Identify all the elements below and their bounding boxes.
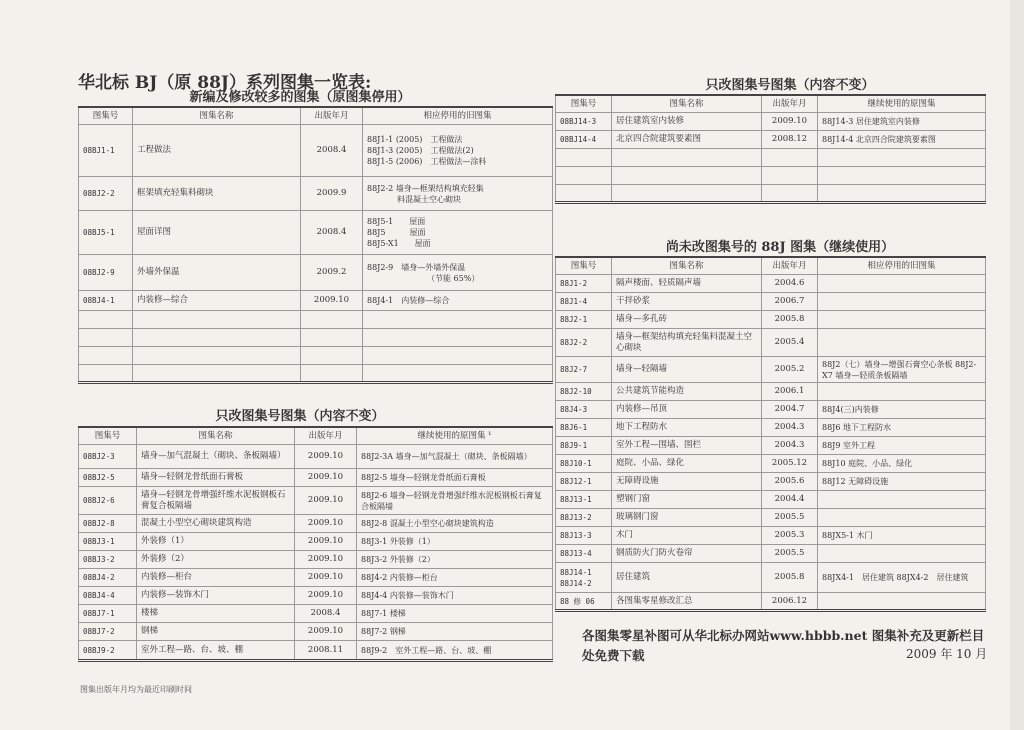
- table-row: [79, 211, 553, 255]
- date-cell: 2006.12: [762, 593, 818, 611]
- name-cell: 居住建筑室内装修: [612, 113, 762, 131]
- date-cell: 2009.10: [295, 445, 357, 469]
- name-cell: 外装修（1）: [137, 533, 295, 551]
- t2-header-date: 出版年月: [295, 427, 357, 445]
- code-cell: 08BJ2-3: [79, 445, 137, 469]
- date-cell: 2009.10: [762, 113, 818, 131]
- old-cell: 88J4-2 内装修—柜台: [357, 569, 553, 587]
- date-cell: 2009.10: [295, 569, 357, 587]
- t3-header-code: 图集号: [556, 95, 612, 113]
- table-row: [556, 311, 986, 329]
- code-cell: 08BJ4-4: [79, 587, 137, 605]
- date-cell: 2009.10: [295, 487, 357, 515]
- name-cell: 外装修（2）: [137, 551, 295, 569]
- empty-row: [79, 329, 553, 347]
- date-cell: 2008.4: [301, 125, 363, 177]
- date-cell: 2009.9: [301, 177, 363, 211]
- empty-row: [556, 167, 986, 185]
- date-cell: 2005.5: [762, 545, 818, 563]
- table-row: [556, 357, 986, 383]
- old-cell: 88J3-2 外装修（2）: [357, 551, 553, 569]
- code-cell: 08BJ3-2: [79, 551, 137, 569]
- name-cell: 公共建筑节能构造: [612, 383, 762, 401]
- old-cell: 88J7-2 钢梯: [357, 623, 553, 641]
- old-cell: 88J2-5 墙身—轻钢龙骨纸面石膏板: [357, 469, 553, 487]
- name-cell: 钢质防火门防火卷帘: [612, 545, 762, 563]
- old-cell: 88JX5-1 木门: [818, 527, 986, 545]
- code-cell: [556, 473, 612, 491]
- date-cell: 2005.5: [762, 509, 818, 527]
- table2-title: 只改图集号图集（内容不变）: [215, 409, 385, 424]
- table4-title: 尚未改图集号的 88J 图集（继续使用）: [665, 240, 895, 255]
- old-cell: [818, 593, 986, 611]
- t1-header-old: 相应停用的旧图集: [363, 107, 553, 125]
- table-row: [556, 113, 986, 131]
- name-cell: 居住建筑: [612, 563, 762, 593]
- code-line: 88J4-3: [560, 405, 588, 414]
- t1-header-date: 出版年月: [301, 107, 363, 125]
- old-cell: 88J9 室外工程: [818, 437, 986, 455]
- old-cell: 88J6 地下工程防水: [818, 419, 986, 437]
- old-cell: [363, 125, 553, 177]
- name-cell: 北京四合院建筑要素图: [612, 131, 762, 149]
- date-cell: 2009.10: [295, 515, 357, 533]
- table-row: [79, 533, 553, 551]
- old-cell: [818, 509, 986, 527]
- code-cell: 08BJ4-2: [79, 569, 137, 587]
- code-cell: [556, 527, 612, 545]
- name-cell: 室外工程—围墙、围栏: [612, 437, 762, 455]
- old-cell: [363, 291, 553, 311]
- old-cell: [818, 275, 986, 293]
- table-row: [556, 275, 986, 293]
- old-cell: 88J2-3A 墙身—加气混凝土（砌块、条板隔墙）: [357, 445, 553, 469]
- code-cell: 08BJ2-6: [79, 487, 137, 515]
- code-line: 88J6-1: [560, 423, 588, 432]
- empty-row: [556, 149, 986, 167]
- date-cell: 2005.8: [762, 563, 818, 593]
- t3-header-old: 继续使用的原图集: [818, 95, 986, 113]
- date-cell: 2009.10: [295, 551, 357, 569]
- code-cell: 08BJ7-1: [79, 605, 137, 623]
- empty-row: [556, 185, 986, 203]
- code-line: 88J2-2: [560, 338, 588, 347]
- old-cell: 88J14-3 居住建筑室内装修: [818, 113, 986, 131]
- code-line: 88J1-2: [560, 279, 588, 288]
- code-line: 88J14-1: [560, 567, 592, 577]
- old-cell: [363, 255, 553, 291]
- old-cell: 88J2-8 混凝土小型空心砌块建筑构造: [357, 515, 553, 533]
- code-line: 88J9-1: [560, 441, 588, 450]
- old-cell: [818, 329, 986, 357]
- name-cell: 内装修—装饰木门: [137, 587, 295, 605]
- code-cell: 08BJ2-8: [79, 515, 137, 533]
- old-cell: [818, 491, 986, 509]
- table1-title: 新编及修改较多的图集（原图集停用）: [189, 90, 411, 105]
- old-line: 料混凝土空心砌块: [397, 194, 461, 204]
- table-row: [79, 623, 553, 641]
- code-cell: 08BJ1-1: [79, 125, 133, 177]
- date-cell: 2004.3: [762, 419, 818, 437]
- name-cell: 无障碍设施: [612, 473, 762, 491]
- date-cell: 2009.10: [295, 623, 357, 641]
- name-cell: 木门: [612, 527, 762, 545]
- code-cell: [556, 311, 612, 329]
- name-cell: 墙身—轻钢龙骨纸面石膏板: [137, 469, 295, 487]
- t3-header-name: 图集名称: [612, 95, 762, 113]
- code-line: 88J1-4: [560, 297, 588, 306]
- name-cell: 室外工程—路、台、坡、棚: [137, 641, 295, 661]
- t2-header-old: 继续使用的原图集 ¹: [357, 427, 553, 445]
- date-cell: 2004.4: [762, 491, 818, 509]
- table-row: [556, 509, 986, 527]
- date-cell: 2008.11: [295, 641, 357, 661]
- code-cell: 08BJ4-1: [79, 291, 133, 311]
- name-cell: 楼梯: [137, 605, 295, 623]
- name-cell: 庭院、小品、绿化: [612, 455, 762, 473]
- table-row: [79, 587, 553, 605]
- code-cell: [556, 455, 612, 473]
- name-cell: 内装修—综合: [133, 291, 301, 311]
- old-cell: 88J14-4 北京四合院建筑要素图: [818, 131, 986, 149]
- table3-title: 只改图集号图集（内容不变）: [705, 78, 875, 93]
- t4-header-name: 图集名称: [612, 257, 762, 275]
- table-row: [79, 255, 553, 291]
- name-cell: 玻璃钢门窗: [612, 509, 762, 527]
- code-cell: [556, 329, 612, 357]
- table-row: [556, 491, 986, 509]
- code-cell: [556, 401, 612, 419]
- date-cell: 2005.6: [762, 473, 818, 491]
- code-cell: 08BJ9-2: [79, 641, 137, 661]
- table-row: [79, 641, 553, 661]
- code-cell: [556, 437, 612, 455]
- code-line: 88J13-1: [560, 495, 592, 504]
- old-cell: 88J9-2 室外工程—路、台、坡、棚: [357, 641, 553, 661]
- name-cell: 墙身—多孔砖: [612, 311, 762, 329]
- table3: [555, 94, 986, 204]
- table-row: [79, 551, 553, 569]
- date-cell: 2005.2: [762, 357, 818, 383]
- code-cell: [556, 383, 612, 401]
- t2-header-name: 图集名称: [137, 427, 295, 445]
- old-line: 88J2-9 墙身—外墙外保温: [367, 262, 466, 272]
- download-notice: 各图集零星补图可从华北标办网站www.hbbb.net 图集补充及更新栏目处免费下载: [582, 628, 985, 663]
- old-line: （节能 65%）: [427, 273, 480, 283]
- table-row: [556, 437, 986, 455]
- date-cell: 2004.3: [762, 437, 818, 455]
- old-cell: 88J10 庭院、小品、绿化: [818, 455, 986, 473]
- code-cell: [556, 509, 612, 527]
- date-cell: 2009.2: [301, 255, 363, 291]
- empty-row: [79, 347, 553, 365]
- t4-header-code: 图集号: [556, 257, 612, 275]
- old-line: 88J5 屋面: [367, 228, 426, 237]
- date-cell: 2008.4: [301, 211, 363, 255]
- name-cell: 塑钢门窗: [612, 491, 762, 509]
- date-cell: 2008.4: [295, 605, 357, 623]
- table-row: [79, 469, 553, 487]
- code-cell: [556, 593, 612, 611]
- notice-date: 2009 年 10 月: [906, 647, 988, 661]
- table-row: [556, 473, 986, 491]
- name-cell: 各图集零星修改汇总: [612, 593, 762, 611]
- empty-row: [79, 365, 553, 383]
- code-cell: 08BJ3-1: [79, 533, 137, 551]
- code-line: 88J13-3: [560, 531, 592, 540]
- date-cell: 2009.10: [295, 533, 357, 551]
- name-cell: 墙身—加气混凝土（砌块、条板隔墙）: [137, 445, 295, 469]
- name-cell: 工程做法: [133, 125, 301, 177]
- table1: [78, 106, 553, 384]
- old-line: 88J1-3 (2005) 工程做法(2): [367, 146, 474, 155]
- table-row: [79, 569, 553, 587]
- code-cell: [556, 357, 612, 383]
- table-row: [79, 445, 553, 469]
- old-cell: 88J4(三)内装修: [818, 401, 986, 419]
- t2-header-code: 图集号: [79, 427, 137, 445]
- code-cell: [556, 491, 612, 509]
- page-edge: [1010, 0, 1024, 730]
- table2-footnote: 图集出版年月均为最近印刷时间: [80, 685, 192, 694]
- date-cell: 2004.6: [762, 275, 818, 293]
- code-cell: [556, 563, 612, 593]
- table-row: [556, 383, 986, 401]
- code-line: 88J13-2: [560, 513, 592, 522]
- table-row: [556, 563, 986, 593]
- date-cell: 2006.1: [762, 383, 818, 401]
- old-cell: 88J7-1 楼梯: [357, 605, 553, 623]
- code-line: 88J10-1: [560, 459, 592, 468]
- code-line: 88J14-2: [560, 578, 592, 588]
- table-row: [79, 487, 553, 515]
- name-cell: 墙身—轻隔墙: [612, 357, 762, 383]
- code-cell: 08BJ14-4: [556, 131, 612, 149]
- table-row: [79, 605, 553, 623]
- code-cell: [556, 545, 612, 563]
- code-cell: 08BJ2-9: [79, 255, 133, 291]
- date-cell: 2008.12: [762, 131, 818, 149]
- old-cell: 88J3-1 外装修（1）: [357, 533, 553, 551]
- old-cell: [363, 211, 553, 255]
- name-cell: 外墙外保温: [133, 255, 301, 291]
- name-cell: 隔声楼面、轻质隔声墙: [612, 275, 762, 293]
- old-line: 88J5-X1 屋面: [367, 239, 431, 248]
- table2: [78, 426, 553, 662]
- name-cell: 地下工程防水: [612, 419, 762, 437]
- table-row: [79, 515, 553, 533]
- t1-header-code: 图集号: [79, 107, 133, 125]
- name-cell: 混凝土小型空心砌块建筑构造: [137, 515, 295, 533]
- code-line: 88J2-10: [560, 387, 592, 396]
- code-cell: [556, 419, 612, 437]
- date-cell: 2005.8: [762, 311, 818, 329]
- code-cell: 08BJ7-2: [79, 623, 137, 641]
- t4-header-old: 相应停用的旧图集: [818, 257, 986, 275]
- table-row: [79, 125, 553, 177]
- date-cell: 2009.10: [301, 291, 363, 311]
- old-cell: 88J2-6 墙身—轻钢龙骨增强纤维水泥板钢板石膏复合板隔墙: [357, 487, 553, 515]
- date-cell: 2009.10: [295, 469, 357, 487]
- old-cell: [818, 293, 986, 311]
- old-line: 88J5-1 屋面: [367, 217, 426, 226]
- old-cell: 88J12 无障碍设施: [818, 473, 986, 491]
- code-line: 88 修 06: [560, 596, 595, 606]
- t1-header-name: 图集名称: [133, 107, 301, 125]
- code-cell: 08BJ2-5: [79, 469, 137, 487]
- name-cell: 干拌砂浆: [612, 293, 762, 311]
- table-row: [556, 419, 986, 437]
- name-cell: 框架填充轻集料砌块: [133, 177, 301, 211]
- code-cell: [556, 293, 612, 311]
- table-row: [556, 527, 986, 545]
- old-cell: 88J4-4 内装修—装饰木门: [357, 587, 553, 605]
- main-title: 华北标 BJ（原 88J）系列图集一览表:: [78, 73, 372, 93]
- t4-header-date: 出版年月: [762, 257, 818, 275]
- old-line: 88J1-5 (2006) 工程做法—涂料: [367, 157, 487, 166]
- code-cell: 08BJ14-3: [556, 113, 612, 131]
- table-row: [556, 545, 986, 563]
- name-cell: 内装修—吊顶: [612, 401, 762, 419]
- name-cell: 内装修—柜台: [137, 569, 295, 587]
- code-cell: 08BJ5-1: [79, 211, 133, 255]
- name-cell: 墙身—框架结构填充轻集料混凝土空心砌块: [612, 329, 762, 357]
- old-line: 88J1-1 (2005) 工程做法: [367, 135, 463, 144]
- old-cell: [818, 383, 986, 401]
- code-line: 88J2-7: [560, 365, 588, 374]
- old-line: 88J4-1 内装修—综合: [367, 296, 450, 305]
- empty-row: [79, 311, 553, 329]
- t3-header-date: 出版年月: [762, 95, 818, 113]
- table-row: [556, 293, 986, 311]
- old-cell: 88JX4-1 居住建筑 88JX4-2 居住建筑: [818, 563, 986, 593]
- code-line: 88J13-4: [560, 549, 592, 558]
- table-row: [79, 291, 553, 311]
- table-row: [556, 131, 986, 149]
- date-cell: 2005.3: [762, 527, 818, 545]
- old-line: 88J2-2 墙身—框架结构填充轻集: [367, 183, 484, 193]
- table-row: [79, 177, 553, 211]
- code-line: 88J2-1: [560, 315, 588, 324]
- date-cell: 2005.12: [762, 455, 818, 473]
- old-cell: [818, 311, 986, 329]
- table-row: [556, 455, 986, 473]
- table-row: [556, 593, 986, 611]
- code-cell: [556, 275, 612, 293]
- code-line: 88J12-1: [560, 477, 592, 486]
- old-cell: [818, 545, 986, 563]
- name-cell: 屋面详图: [133, 211, 301, 255]
- table-row: [556, 401, 986, 419]
- table-row: [556, 329, 986, 357]
- date-cell: 2006.7: [762, 293, 818, 311]
- date-cell: 2004.7: [762, 401, 818, 419]
- date-cell: 2005.4: [762, 329, 818, 357]
- date-cell: 2009.10: [295, 587, 357, 605]
- old-cell: 88J2（七）墙身—增强石膏空心条板 88J2-X7 墙身—轻质条板隔墙: [818, 357, 986, 383]
- name-cell: 墙身—轻钢龙骨增强纤维水泥板钢板石膏复合板隔墙: [137, 487, 295, 515]
- name-cell: 钢梯: [137, 623, 295, 641]
- old-cell: [363, 177, 553, 211]
- code-cell: 08BJ2-2: [79, 177, 133, 211]
- table4: [555, 256, 986, 612]
